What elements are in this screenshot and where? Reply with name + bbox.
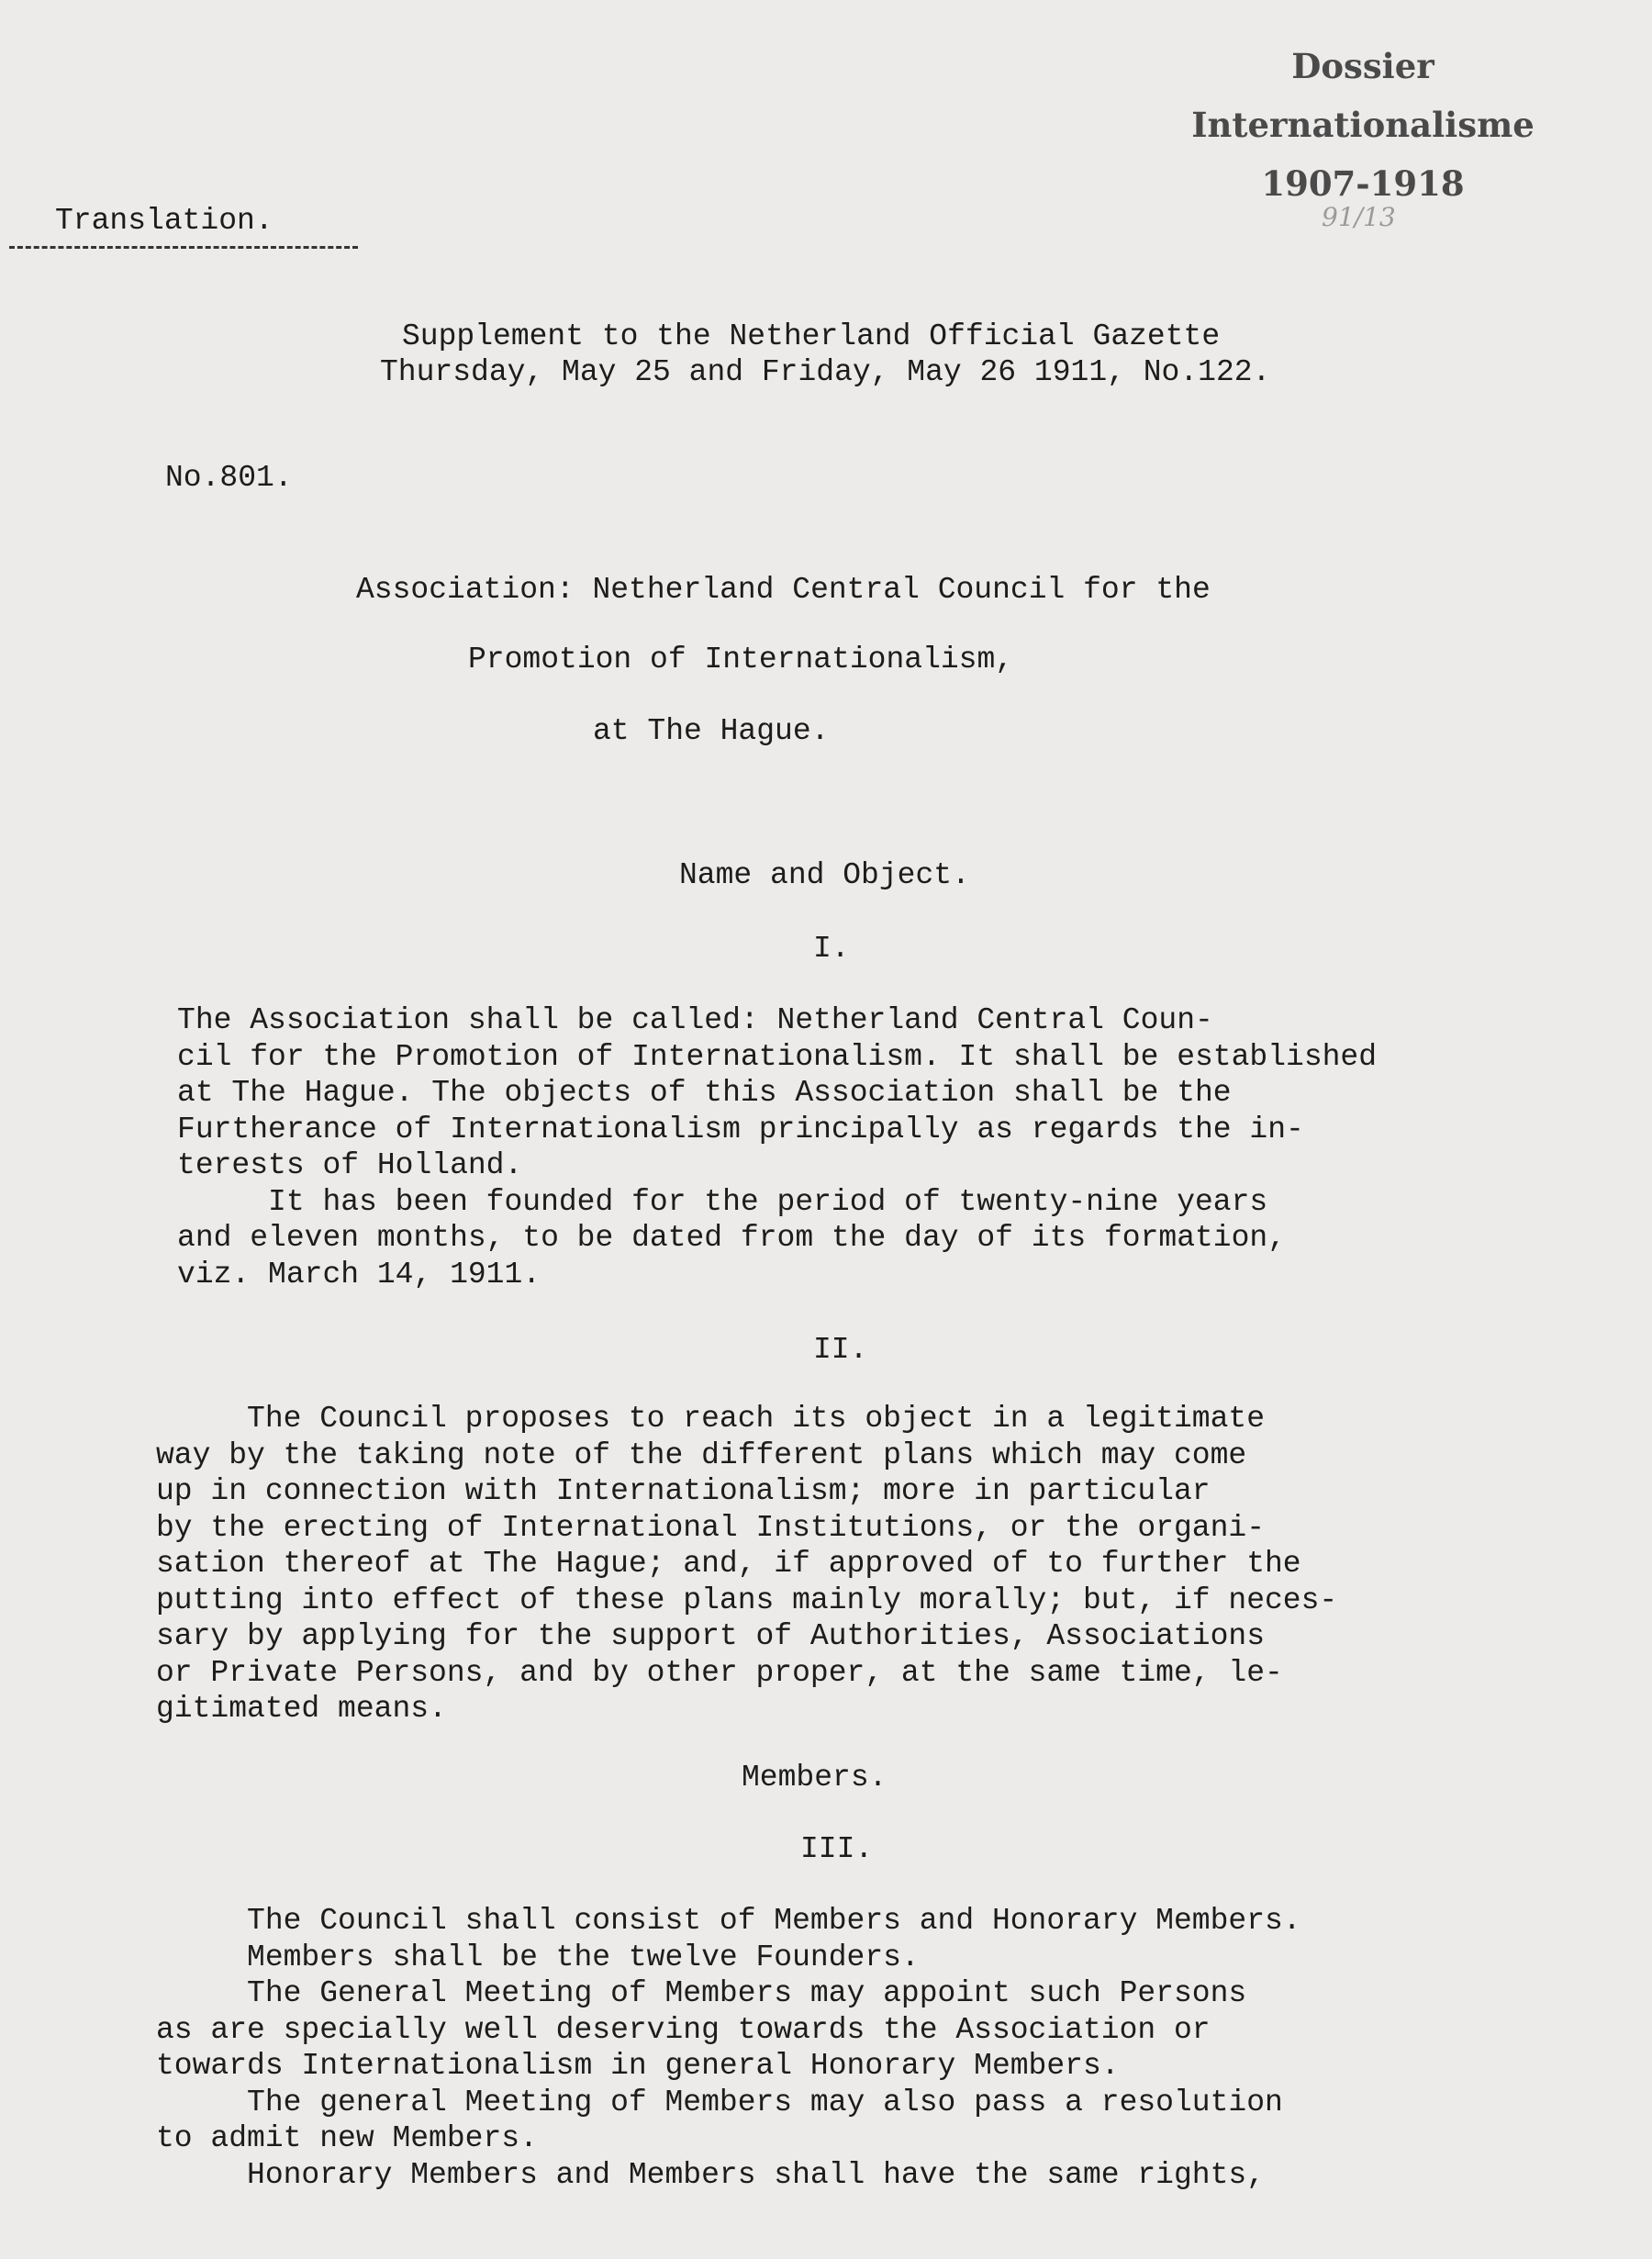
association-title-line-2: Promotion of Internationalism,: [468, 643, 1014, 677]
article-numeral-1: I.: [813, 932, 850, 966]
article-numeral-3: III.: [800, 1832, 874, 1866]
supplement-line-1: Supplement to the Netherland Official Gazette: [402, 319, 1221, 353]
dashed-underline: [9, 246, 358, 249]
stamp-line-dossier: Dossier: [1291, 46, 1434, 86]
document-number: No.801.: [165, 461, 293, 495]
stamp-line-years: 1907-1918: [1261, 163, 1465, 204]
translation-label: Translation.: [55, 204, 273, 238]
section-heading-name-object: Name and Object.: [679, 858, 970, 892]
supplement-line-2: Thursday, May 25 and Friday, May 26 1911, No.122.: [380, 355, 1271, 389]
handwritten-note: 91/13: [1322, 202, 1396, 232]
association-title-line-3: at The Hague.: [593, 714, 830, 748]
article-numeral-2: II.: [813, 1333, 868, 1367]
section-heading-members: Members.: [742, 1761, 887, 1795]
stamp-line-internationalisme: Internationalisme: [1191, 105, 1535, 145]
article-1-text: The Association shall be called: Netherland Central Coun- cil for the Promotion of Internationalism. It shall be established at The Hague. The objects of this Association shall be the Furtherance of Internationalism principally as regards the in- terests of Holland. It has been founded for the period of twenty-nine years and eleven months, to be dated from the day of its formation, viz. March 14, 1911.: [177, 1003, 1378, 1292]
association-title-line-1: Association: Netherland Central Council for the: [356, 573, 1211, 607]
article-3-text: The Council shall consist of Members and Honorary Members. Members shall be the twelve Founders. The General Meeting of Members may appoint such Persons as are specially well deserving towards the Association or towards Internationalism in general Honorary Members. The general Meeting of Members may also pass a resolution to admit new Members. Honorary Members and Members shall have the same rights,: [156, 1904, 1301, 2192]
article-2-text: The Council proposes to reach its object in a legitimate way by the taking note of the different plans which may come up in connection with Internationalism; more in particular by the erecting of International Institutions, or the organi- sation thereof at The Hague; and, if approved of to further the putting into effect of these plans mainly morally; but, if neces- sary by applying for the support of Authorities, Associations or Private Persons, and by other proper, at the same time, le- gitimated means.: [156, 1402, 1338, 1726]
dossier-stamp: [1170, 37, 1556, 213]
